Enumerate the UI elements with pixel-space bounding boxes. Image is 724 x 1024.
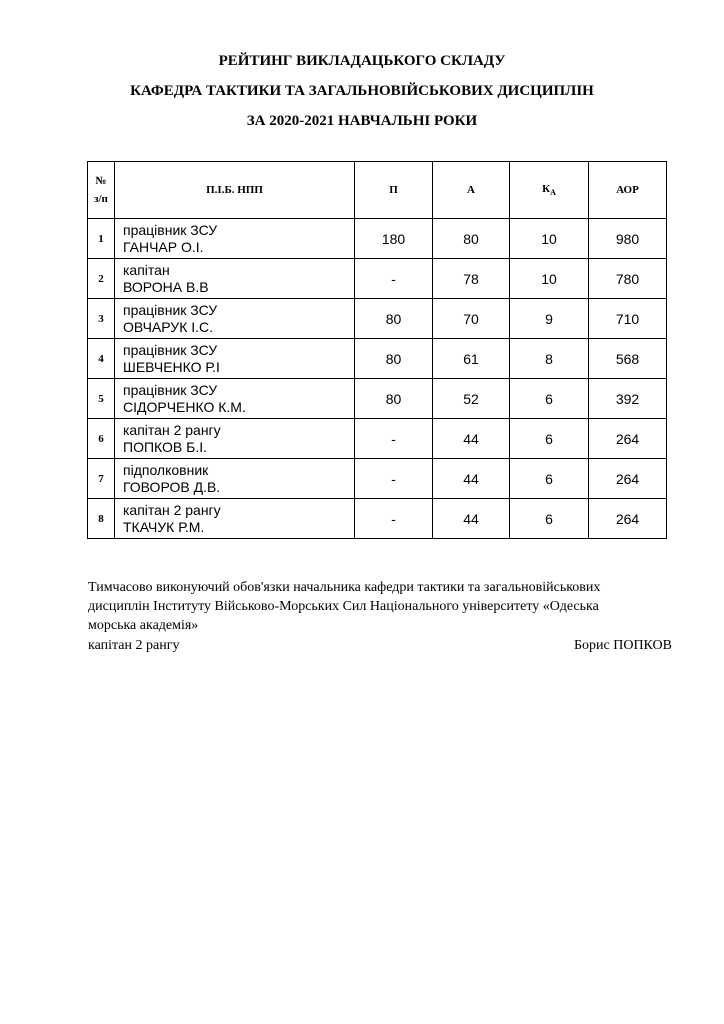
- row-aor: 980: [589, 219, 667, 259]
- row-p: 80: [355, 339, 433, 379]
- row-a: 52: [433, 379, 510, 419]
- row-ka: 10: [510, 219, 589, 259]
- row-aor: 780: [589, 259, 667, 299]
- row-position: капітан 2 рангу: [123, 421, 221, 438]
- row-aor: 710: [589, 299, 667, 339]
- row-p: 180: [355, 219, 433, 259]
- table-row: [88, 259, 667, 299]
- academic-year-title: ЗА 2020-2021 НАВЧАЛЬНІ РОКИ: [246, 113, 478, 129]
- row-name: ТКАЧУК Р.М.: [123, 518, 205, 535]
- row-number: 1: [88, 219, 115, 259]
- column-header-a: А: [433, 162, 510, 219]
- document-title-block: [0, 51, 724, 141]
- row-p: 80: [355, 379, 433, 419]
- row-number: 5: [88, 379, 115, 419]
- column-header-number: [88, 162, 115, 219]
- row-position: підполковник: [123, 461, 209, 478]
- signatory-name: Борис ПОПКОВ: [573, 638, 672, 653]
- column-header-aor: АОР: [589, 162, 667, 219]
- table-row: [88, 379, 667, 419]
- row-p: -: [355, 459, 433, 499]
- row-ka: 6: [510, 499, 589, 539]
- row-ka: 10: [510, 259, 589, 299]
- row-name: ПОПКОВ Б.І.: [123, 438, 207, 455]
- row-a: 44: [433, 419, 510, 459]
- row-a: 44: [433, 499, 510, 539]
- row-position: працівник ЗСУ: [123, 301, 218, 318]
- column-header-ka-subscript: А: [550, 188, 556, 198]
- row-person: [115, 299, 355, 339]
- column-header-number-symbol: №: [95, 175, 107, 187]
- row-person: [115, 219, 355, 259]
- row-a: 80: [433, 219, 510, 259]
- row-person: [115, 419, 355, 459]
- row-number: 3: [88, 299, 115, 339]
- row-name: ГОВОРОВ Д.В.: [123, 478, 221, 495]
- signatory-line-2: дисциплін Інституту Військово-Морських Сил Національного університету «Одеська: [88, 599, 599, 614]
- row-number: 8: [88, 499, 115, 539]
- row-person: [115, 339, 355, 379]
- row-number: 7: [88, 459, 115, 499]
- row-ka: 6: [510, 419, 589, 459]
- row-aor: 392: [589, 379, 667, 419]
- row-p: 80: [355, 299, 433, 339]
- signatory-line-3: морська академія»: [88, 618, 199, 633]
- row-aor: 264: [589, 459, 667, 499]
- row-p: -: [355, 499, 433, 539]
- table-row: [88, 499, 667, 539]
- signatory-rank: капітан 2 рангу: [88, 638, 180, 653]
- row-a: 61: [433, 339, 510, 379]
- table-row: [88, 299, 667, 339]
- row-ka: 9: [510, 299, 589, 339]
- row-p: -: [355, 259, 433, 299]
- row-ka: 6: [510, 459, 589, 499]
- row-position: капітан 2 рангу: [123, 501, 221, 518]
- row-person: [115, 379, 355, 419]
- signatory-line-1: Тимчасово виконуючий обов'язки начальника кафедри тактики та загальновійськових: [88, 580, 601, 595]
- row-p: -: [355, 419, 433, 459]
- row-number: 4: [88, 339, 115, 379]
- column-header-p: П: [355, 162, 433, 219]
- table-row: [88, 219, 667, 259]
- row-name: СІДОРЧЕНКО К.М.: [123, 398, 246, 415]
- row-a: 70: [433, 299, 510, 339]
- row-aor: 264: [589, 419, 667, 459]
- row-position: працівник ЗСУ: [123, 341, 218, 358]
- table-header-row: [88, 162, 667, 219]
- row-name: ГАНЧАР О.І.: [123, 238, 204, 255]
- row-a: 78: [433, 259, 510, 299]
- column-header-number-abbr: з/п: [94, 193, 108, 205]
- row-person: [115, 459, 355, 499]
- row-position: працівник ЗСУ: [123, 381, 218, 398]
- row-name: ОВЧАРУК І.С.: [123, 318, 214, 335]
- row-name: ВОРОНА В.В: [123, 278, 209, 295]
- rating-table: [87, 161, 667, 539]
- table-row: [88, 339, 667, 379]
- row-position: працівник ЗСУ: [123, 221, 218, 238]
- row-aor: 568: [589, 339, 667, 379]
- column-header-ka: [510, 162, 589, 219]
- row-person: [115, 259, 355, 299]
- row-position: капітан: [123, 261, 170, 278]
- document-title: РЕЙТИНГ ВИКЛАДАЦЬКОГО СКЛАДУ: [218, 53, 506, 69]
- table-row: [88, 419, 667, 459]
- row-person: [115, 499, 355, 539]
- department-title: КАФЕДРА ТАКТИКИ ТА ЗАГАЛЬНОВІЙСЬКОВИХ ДИСЦИПЛІН: [130, 83, 594, 99]
- column-header-ka-letter: К: [542, 182, 551, 195]
- row-a: 44: [433, 459, 510, 499]
- row-aor: 264: [589, 499, 667, 539]
- row-ka: 8: [510, 339, 589, 379]
- table-row: [88, 459, 667, 499]
- signatory-statement: [88, 578, 672, 635]
- row-number: 6: [88, 419, 115, 459]
- column-header-name: П.І.Б. НПП: [115, 162, 355, 219]
- row-name: ШЕВЧЕНКО Р.І: [123, 358, 220, 375]
- row-ka: 6: [510, 379, 589, 419]
- row-number: 2: [88, 259, 115, 299]
